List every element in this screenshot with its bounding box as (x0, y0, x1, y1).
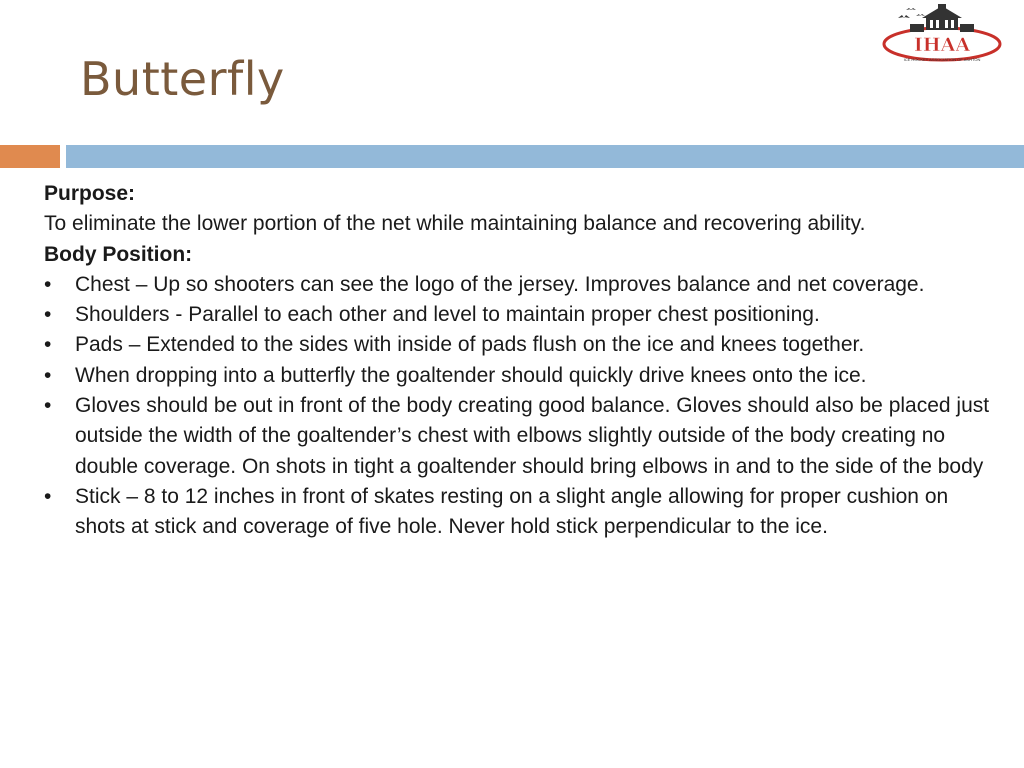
bullet-dot: • (44, 484, 52, 508)
bullet-item (44, 270, 994, 300)
bullet-dot: • (44, 394, 52, 418)
slide-title: Butterfly (80, 52, 285, 106)
bullet-text: Chest – Up so shooters can see the logo of the jersey. Improves balance and net coverage. (75, 272, 925, 296)
bullet-list (44, 270, 994, 543)
bullet-text: When dropping into a butterfly the goaltender should quickly drive knees onto the ice. (75, 363, 867, 387)
bullet-text: Stick – 8 to 12 inches in front of skates resting on a slight angle allowing for proper cushion on shots at stick and coverage of five hole. Never hold stick perpendicular to the ice. (75, 484, 949, 539)
purpose-text: To eliminate the lower portion of the net while maintaining balance and recovering ability. (44, 212, 866, 236)
bullet-text: Pads – Extended to the sides with inside of pads flush on the ice and knees together. (75, 333, 865, 357)
accent-bar-orange (0, 145, 60, 168)
purpose-heading: Purpose: (44, 182, 136, 205)
logo-text: IHAA (913, 34, 971, 56)
logo-subtext: ICE HOCKEY ASSOCIATION OF ASHTON (903, 57, 981, 62)
bullet-dot: • (44, 303, 52, 327)
bullet-item (44, 330, 994, 360)
bullet-dot: • (44, 333, 52, 357)
accent-bar-blue (66, 145, 1024, 168)
bullet-dot: • (44, 363, 52, 387)
bullet-item (44, 300, 994, 330)
body-position-heading: Body Position: (44, 242, 193, 266)
bullet-item (44, 482, 994, 543)
bullet-dot: • (44, 272, 52, 296)
ihaa-logo (880, 4, 1004, 64)
bullet-item (44, 391, 994, 482)
slide-body (44, 179, 994, 543)
bullet-text: Shoulders - Parallel to each other and level to maintain proper chest positioning. (75, 303, 820, 327)
bullet-item (44, 361, 994, 391)
bullet-text: Gloves should be out in front of the body creating good balance. Gloves should also be placed just outside the width of the goaltender’s chest with elbows slightly outside of the body creating no double coverage. On shots in tight a goaltender should bring elbows in and to the side of the body (75, 394, 990, 478)
